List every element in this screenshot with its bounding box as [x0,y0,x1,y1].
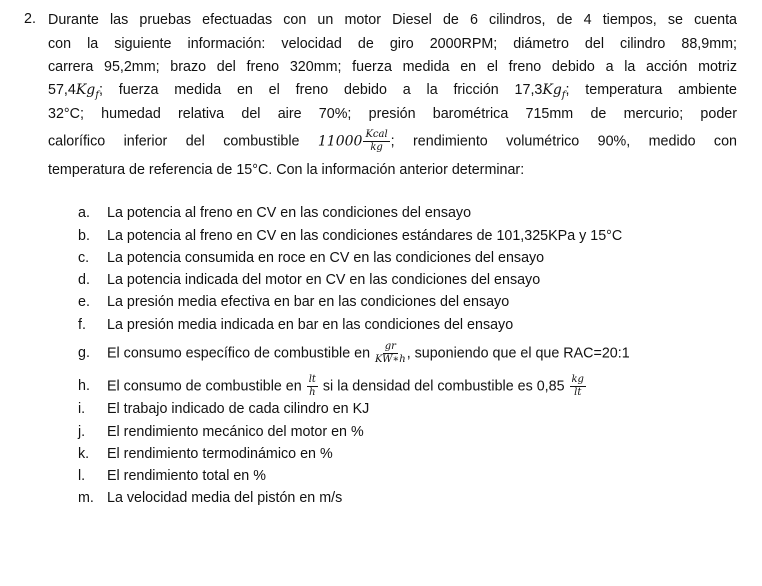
list-marker: k. [78,446,90,462]
numerator: Kcal [365,129,388,140]
numerator: lt [308,374,316,385]
denominator: lt [574,387,582,398]
item-text: El rendimiento termodinámico en % [107,446,333,462]
problem-number: 2. [24,11,36,27]
item-text: El trabajo indicado de cada cilindro en KJ [107,401,370,417]
item-text: La potencia al freno en CV en las condiciones estándares de 101,325KPa y 15°C [107,228,623,244]
list-item [78,271,540,289]
item-text: El consumo específico de combustible en [107,345,371,362]
statement-line: 32°C; humedad relativa del aire 70%; presión barométrica 715mm de mercurio; poder [48,106,737,122]
list-marker: h. [78,378,90,395]
list-item [78,374,587,399]
item-text: si la densidad del combustible es 0,85 [322,378,565,395]
numerator: gr [384,341,396,352]
list-item [78,293,509,311]
fraction-lt-h [307,374,318,399]
item-text: La potencia indicada del motor en CV en las condiciones del ensayo [107,272,541,288]
item-text: , suponiendo que el que RAC=20:1 [406,345,630,362]
numerator: kg [571,374,584,385]
statement-line [48,81,737,105]
statement-line: Durante las pruebas efectuadas con un motor Diesel de 6 cilindros, de 4 tiempos, se cuenta [48,12,737,28]
list-marker: i. [78,401,86,417]
text: ; rendimiento volumétrico 90%, medido con [390,133,737,150]
item-text: El rendimiento total en % [107,468,266,484]
denominator: h [309,387,316,398]
unit: Kg [542,82,562,98]
list-item [78,249,544,267]
list-item [78,341,630,366]
text: 57,4 [48,82,76,98]
list-marker: g. [78,345,90,362]
list-item [78,400,369,418]
list-marker: m. [78,490,94,506]
list-item [78,204,471,222]
list-marker: f. [78,317,86,333]
text: ; fuerza medida en el freno debido a la fricción 17,3 [98,82,543,98]
list-item [78,423,364,441]
text: calorífico inferior del combustible [48,133,300,150]
fraction-gr-kwh [375,341,406,366]
list-marker: l. [78,468,86,484]
math-kgf [75,82,99,101]
statement-line: temperatura de referencia de 15°C. Con la información anterior determinar: [48,162,525,178]
statement-line: carrera 95,2mm; brazo del freno 320mm; fuerza medida en el freno debido a la acción motriz [48,59,737,75]
list-marker: j. [78,424,86,440]
statement-line: con la siguiente información: velocidad de giro 2000RPM; diámetro del cilindro 88,9mm; [48,36,737,52]
unit: Kg [75,82,96,98]
list-marker: c. [78,250,90,266]
text: ; temperatura ambiente [565,82,737,98]
subscript: f [561,89,566,101]
list-item [78,445,333,463]
item-text: La potencia al freno en CV en las condiciones del ensayo [107,205,472,221]
math-value: 11000 [317,133,363,150]
statement-line [48,129,737,154]
subscript: f [95,89,99,101]
fraction-kcal-kg [363,129,389,154]
list-item [78,227,622,245]
list-item [78,489,342,507]
list-item [78,467,266,485]
list-marker: e. [78,294,90,310]
fraction-kg-lt [570,374,586,399]
item-text: La potencia consumida en roce en CV en las condiciones del ensayo [107,250,545,266]
item-text: La velocidad media del pistón en m/s [107,490,343,506]
math-kgf [542,82,566,101]
item-text: La presión media indicada en bar en las condiciones del ensayo [107,317,514,333]
list-marker: b. [78,228,90,244]
denominator: kg [370,142,383,153]
denominator: KW∗h [375,354,406,365]
item-text: El rendimiento mecánico del motor en % [107,424,364,440]
list-marker: d. [78,272,90,288]
item-text: La presión media efectiva en bar en las condiciones del ensayo [107,294,510,310]
list-item [78,316,513,334]
list-marker: a. [78,205,90,221]
item-text: El consumo de combustible en [107,378,302,395]
